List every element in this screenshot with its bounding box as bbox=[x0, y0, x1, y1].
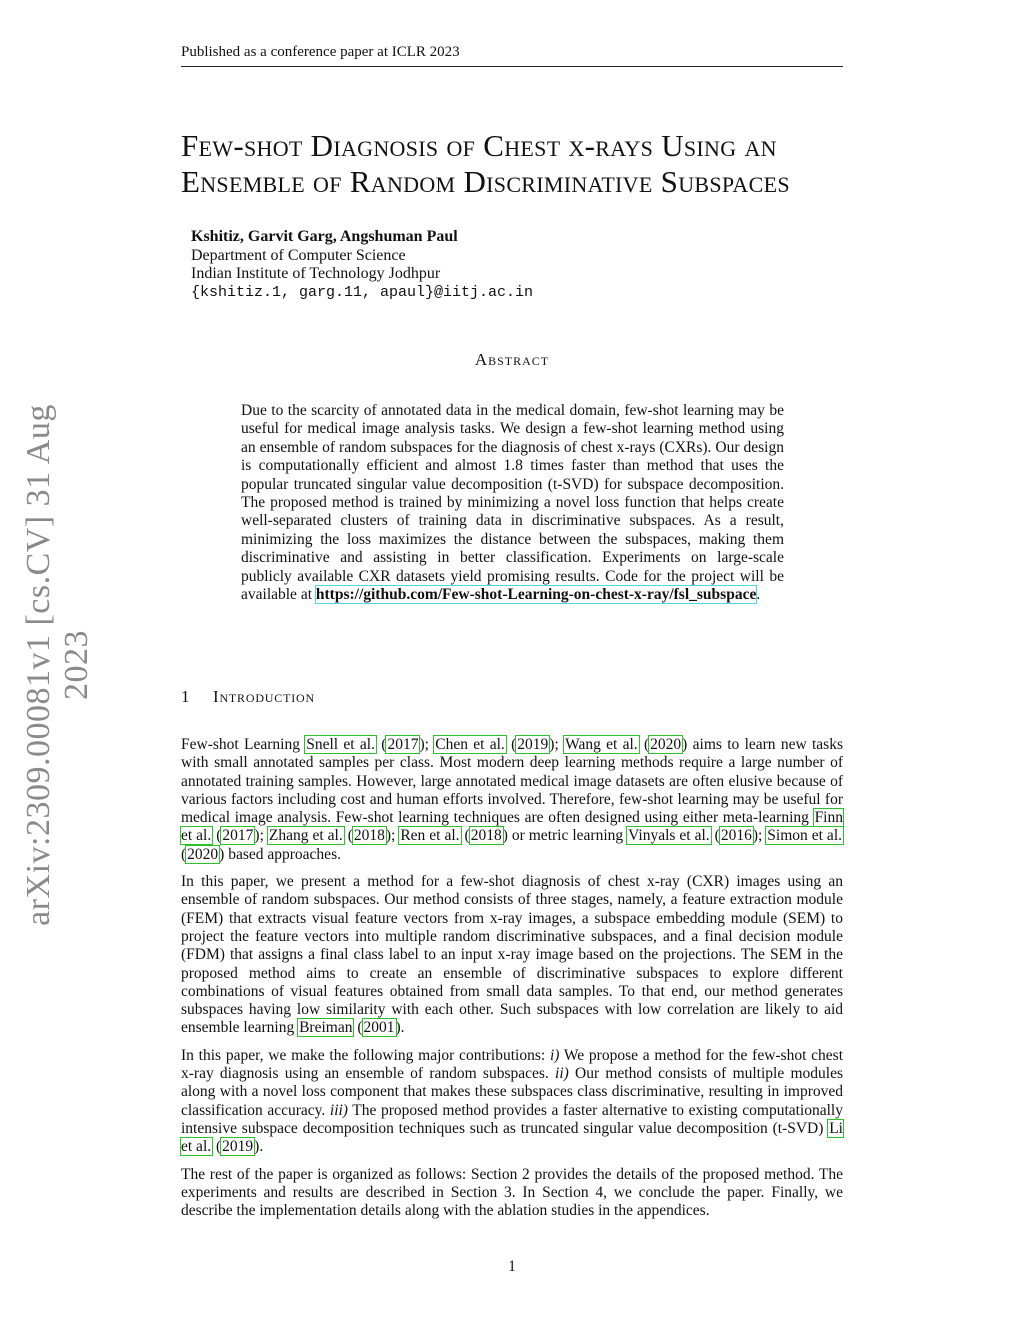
abstract-text: Due to the scarcity of annotated data in the medical domain, few-shot learning may be useful for medical image analysis tasks. We design a few-shot learning method using an ensemble of random subspaces for the diagnosis of chest x-rays (CXRs). Our design is computationally efficient and almost 1.8 times faster than method that uses the popular truncated singular value decomposition (t-SVD) for subspace decomposition. The proposed method is trained by minimizing a novel loss function that helps create well-separated clusters of training data in discriminative subspaces. As a result, minimizing the loss maximizes the distance between the subspaces, making them discriminative and assisting in better classification. Experiments on large-scale publicly available CXR datasets yield promising results. Code for the project will be available at bbox=[241, 402, 784, 604]
affiliation-department: Department of Computer Science bbox=[191, 246, 406, 264]
list-marker: iii) bbox=[329, 1101, 348, 1119]
section-heading-introduction bbox=[181, 687, 315, 707]
citation-year-link[interactable]: 2019 bbox=[222, 1138, 254, 1156]
section-title: Introduction bbox=[213, 687, 315, 706]
text-run: We propose a method for the few-shot chest x-ray diagnosis using an ensemble of random subspaces. bbox=[181, 1046, 844, 1083]
citation-link[interactable]: Li et al. bbox=[181, 1119, 843, 1156]
author-block bbox=[191, 228, 533, 302]
paper-title bbox=[181, 128, 851, 200]
citation-year-link[interactable]: 2018 bbox=[470, 827, 502, 845]
author-emails: {kshitiz.1, garg.11, apaul}@iitj.ac.in bbox=[191, 283, 534, 301]
intro-paragraph-1: Few-shot Learning Snell et al. (2017); Chen et al. (2019); Wang et al. (2020) aims to learn new tasks with small annotated samples per class. Most modern deep learning methods require a large number of annotated training samples. However, large annotated medical image datasets are often elusive because of various factors including cost and human efforts involved. Therefore, few-shot learning may be useful for medical image analysis. Few-shot learning techniques are often designed using either meta-learning Finn et al. (2017); Zhang et al. (2018); Ren et al. (2018) or metric learning Vinyals et al. (2016); Simon et al. (2020) based approaches. bbox=[181, 736, 843, 863]
citation-year-link[interactable]: 2016 bbox=[720, 827, 752, 845]
citation-year-link[interactable]: 2019 bbox=[517, 736, 549, 753]
citation-link[interactable]: Ren et al. bbox=[400, 827, 460, 845]
citation-link[interactable]: Finn et al. bbox=[181, 809, 843, 845]
list-marker: i) bbox=[549, 1046, 560, 1064]
intro-paragraph-4 bbox=[181, 1166, 843, 1221]
citation-link[interactable]: Simon et al. bbox=[767, 827, 842, 845]
abstract-end-period: . bbox=[756, 586, 761, 604]
text-run: or metric learning bbox=[507, 827, 628, 845]
citation-year-link[interactable]: 2018 bbox=[353, 827, 385, 845]
title-line-2: Ensemble of Random Discriminative Subspaces bbox=[181, 164, 790, 199]
arxiv-sidebar-stamp bbox=[20, 365, 95, 965]
text-run: . bbox=[259, 1138, 264, 1156]
text-run: In this paper, we present a method for a few-shot diagnosis of chest x-ray (CXR) images using an ensemble of random subspaces. Our method consists of three stages, namely, a feature extraction module (FEM) that extracts visual feature vectors from x-ray images, a subspace embedding module (SEM) to project the feature vectors into multiple random discriminative subspaces, and a final decision module (FDM) that assigns a final class label to an input x-ray image based on the projections. The SEM in the proposed method aims to create an ensemble of discriminative subspaces to explore different combinations of visual features obtained from small data samples. To that end, our method generates subspaces having low similarity with each other. Such subspaces with low correlation are likely to aid ensemble learning bbox=[181, 873, 843, 1037]
page-number: 1 bbox=[508, 1258, 516, 1275]
code-repository-link[interactable]: https://github.com/Few-shot-Learning-on-chest-x-ray/fsl_subspace bbox=[315, 586, 757, 604]
text-run: Our method consists of multiple modules along with a novel loss component that makes these subspaces class discriminative, resulting in improved classification accuracy. bbox=[181, 1065, 843, 1119]
affiliation-institute: Indian Institute of Technology Jodhpur bbox=[191, 265, 441, 282]
text-run: aims to learn new tasks with small annotated samples per class. Most modern deep learning methods require a large number of annotated training samples. However, large annotated medical image datasets are often elusive because of various factors including cost and human efforts involved. Therefore, few-shot learning may be useful for medical image analysis. Few-shot learning techniques are often designed using either meta-learning bbox=[181, 736, 843, 827]
citation-link[interactable]: Vinyals et al. bbox=[628, 827, 710, 845]
citation-link[interactable]: Chen et al. bbox=[435, 736, 505, 753]
arxiv-id: arXiv:2309.00081v1 [cs.CV] 31 Aug 2023 bbox=[20, 404, 95, 926]
citation-link[interactable]: Breiman bbox=[299, 1019, 353, 1037]
title-line-1: Few-shot Diagnosis of Chest x-rays Using an bbox=[181, 128, 777, 163]
section-number: 1 bbox=[181, 687, 191, 706]
running-header-text: Published as a conference paper at ICLR 2023 bbox=[181, 44, 460, 60]
intro-paragraph-2: In this paper, we present a method for a few-shot diagnosis of chest x-ray (CXR) images using an ensemble of random subspaces. Our method consists of three stages, namely, a feature extraction module (FEM) that extracts visual feature vectors from x-ray images, a subspace embedding module (SEM) to project the feature vectors into multiple random discriminative subspaces, and a final decision module (FDM) that assigns a final class label to an input x-ray image based on the projections. The SEM in the proposed method aims to create an ensemble of discriminative subspaces to explore different combinations of visual features obtained from small data samples. To that end, our method generates subspaces having low similarity with each other. Such subspaces with low correlation are likely to aid ensemble learning Breiman (2001). bbox=[181, 873, 843, 1037]
introduction-body bbox=[181, 736, 843, 1229]
author-names: Kshitiz, Garvit Garg, Angshuman Paul bbox=[191, 228, 458, 245]
citation-link[interactable]: Wang et al. bbox=[565, 736, 638, 753]
citation-link[interactable]: Zhang et al. bbox=[268, 827, 343, 845]
abstract-heading: Abstract bbox=[474, 350, 550, 369]
intro-paragraph-3: In this paper, we make the following major contributions: i) We propose a method for the few-shot chest x-ray diagnosis using an ensemble of random subspaces. ii) Our method consists of multiple modules along with a novel loss component that makes these subspaces class discriminative, resulting in improved classification accuracy. iii) The proposed method provides a faster alternative to existing computationally intensive subspace decomposition techniques such as truncated singular value decomposition (t-SVD) Li et al. (2019). bbox=[181, 1046, 844, 1156]
text-run: The rest of the paper is organized as follows: Section 2 provides the details of the proposed method. The experiments and results are described in Section 3. In Section 4, we conclude the paper. Finally, we describe the implementation details along with the ablation studies in the appendices. bbox=[181, 1165, 843, 1220]
citation-link[interactable]: Snell et al. bbox=[306, 736, 375, 753]
text-run: The proposed method provides a faster alternative to existing computationally intensive subspace decomposition techniques such as truncated singular value decomposition (t-SVD) bbox=[181, 1101, 843, 1137]
text-run: Few-shot Learning bbox=[181, 736, 306, 753]
list-marker: ii) bbox=[555, 1065, 569, 1083]
citation-year-link[interactable]: 2020 bbox=[650, 736, 682, 753]
citation-year-link[interactable]: 2017 bbox=[222, 827, 254, 845]
running-header bbox=[181, 44, 843, 67]
citation-year-link[interactable]: 2017 bbox=[387, 736, 419, 753]
text-run: In this paper, we make the following major contributions: bbox=[181, 1046, 550, 1064]
citation-year-link[interactable]: 2001 bbox=[363, 1019, 395, 1037]
text-run: . bbox=[400, 1019, 405, 1037]
text-run: based approaches. bbox=[224, 845, 341, 863]
abstract-body bbox=[241, 402, 784, 604]
citation-year-link[interactable]: 2020 bbox=[187, 845, 219, 863]
